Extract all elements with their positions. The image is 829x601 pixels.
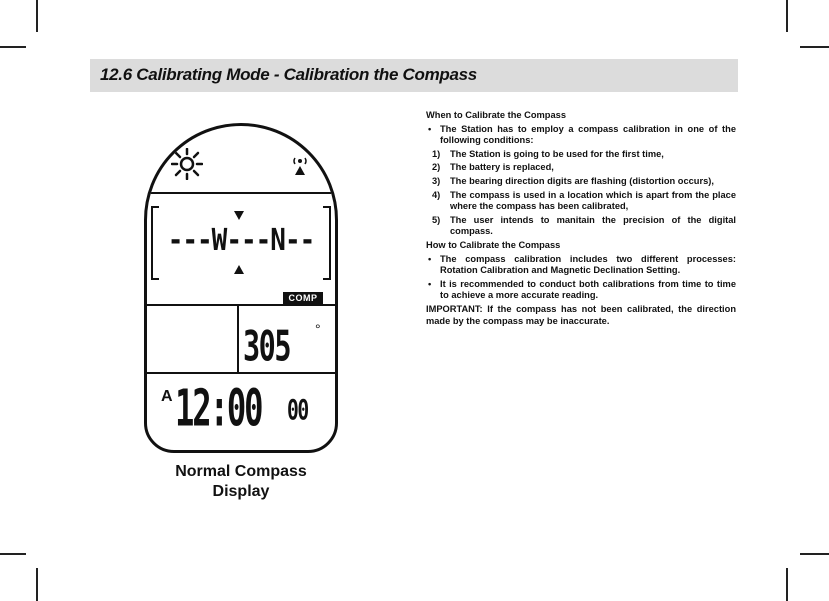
display-divider [147,372,335,374]
figure-caption [144,462,338,502]
condition-text: The user intends to manitain the precision of the digital compass. [450,214,736,237]
crop-mark [36,0,38,32]
crop-mark [36,568,38,601]
caption-line: Display [212,483,270,500]
compass-direction-readout: ---W---N-- [167,223,315,259]
seconds-readout: 00 [287,393,308,426]
display-divider-vertical [237,306,239,374]
instructions-text [426,110,736,327]
condition-text: The Station is going to be used for the first time, [450,148,664,159]
alarm-indicator: A [161,388,173,405]
heading-readout: 305 [243,322,290,371]
condition-text: The bearing direction digits are flashing (distortion occurs), [450,175,714,186]
signal-icon [292,154,308,181]
condition-number: 4) [432,189,441,200]
condition-number: 5) [432,214,441,225]
comp-badge: COMP [283,292,323,304]
important-note [426,304,736,327]
condition-item [426,215,736,238]
condition-number: 1) [432,148,441,159]
bracket-left [151,206,159,280]
crop-mark [0,46,26,48]
important-label: IMPORTANT: [426,303,483,314]
crop-mark [786,568,788,601]
time-readout: 12:00 [175,378,262,438]
condition-item [426,149,736,161]
crop-mark [0,553,26,555]
condition-item [426,162,736,174]
condition-text: The battery is replaced, [450,162,554,173]
caption-line: Normal Compass [175,463,307,480]
condition-item [426,176,736,188]
compass-device-illustration [144,123,338,453]
subheading-how: How to Calibrate the Compass [426,239,561,250]
degree-symbol: ° [315,321,321,337]
condition-number: 3) [432,175,441,186]
bullet-item: • The Station has to employ a compass calibration in one of the following conditions: [426,124,736,147]
display-divider [147,192,335,194]
section-header [90,59,738,92]
subheading-when: When to Calibrate the Compass [426,110,566,120]
condition-number: 2) [432,162,441,173]
sun-icon [171,148,203,185]
bullet-item: • It is recommended to conduct both calibrations from time to time to achieve a more accurate reading. [426,279,736,302]
important-text: If the compass has not been calibrated, the direction made by the compass may be inaccurate. [426,303,736,326]
crop-mark [800,46,829,48]
pointer-down-icon [234,211,244,220]
display-divider [147,304,335,306]
bullet-item: • The compass calibration includes two different processes: Rotation Calibration and Magnetic Declination Setting. [426,254,736,277]
condition-text: The compass is used in a location which is apart from the place where the compass has been calibrated, [450,189,736,212]
condition-item [426,190,736,213]
crop-mark [800,553,829,555]
section-title: 12.6 Calibrating Mode - Calibration the Compass [100,65,477,84]
pointer-up-icon [234,265,244,274]
crop-mark [786,0,788,32]
bracket-right [323,206,331,280]
